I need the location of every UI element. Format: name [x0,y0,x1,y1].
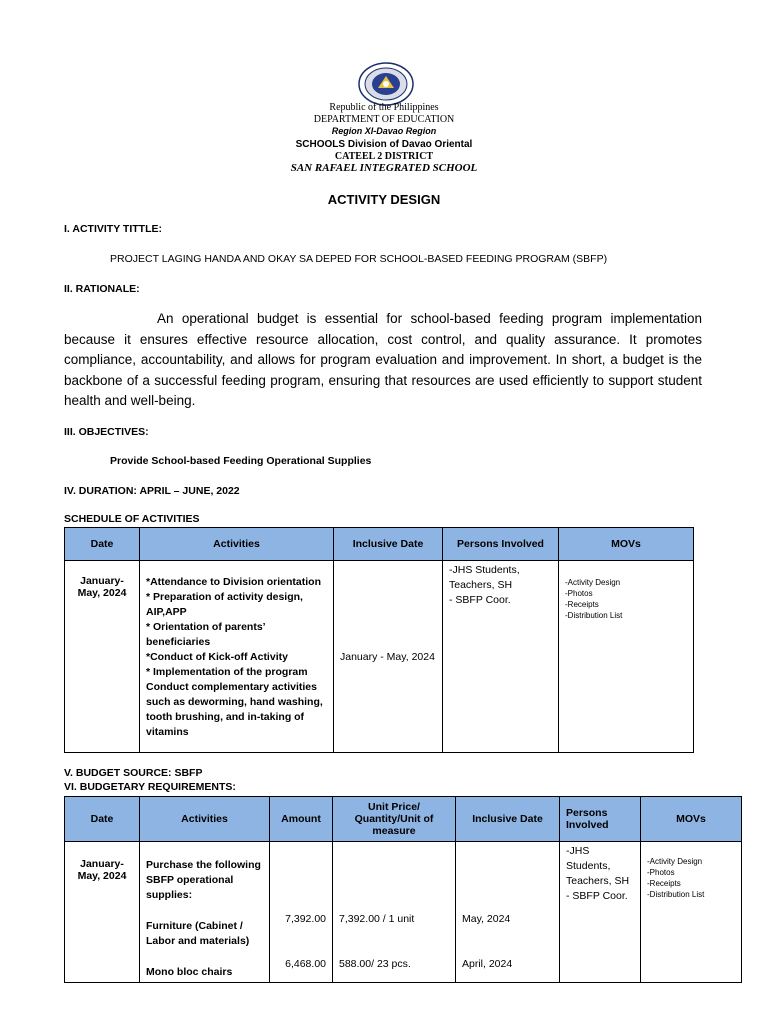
schedule-table [64,527,694,753]
schedule-persons [443,561,559,753]
budget-table [64,796,742,983]
schedule-mov-3: -Receipts [565,600,599,609]
budget-unit-2: 588.00/ 23 pcs. [339,958,411,970]
budget-person-2: - SBFP Coor. [566,890,628,902]
section-rationale: II. RATIONALE: [64,283,140,295]
schedule-header-inclusive-date: Inclusive Date [334,528,443,561]
schedule-movs [559,561,694,753]
budget-mov-3: -Receipts [647,879,681,888]
rationale-text: An operational budget is essential for school-based feeding program implementation because it ensures effective resource allocation, cost control, and quality assurance. It promotes compliance, accountability, and allows for program evaluation and improvement. In short, a budget is the backbone of a successful feeding program, ensuring that resources are used efficiently to support student health and well-being. [64,311,702,408]
budget-amounts [270,842,333,983]
schedule-activity-1: *Attendance to Division orientation [146,576,322,588]
budget-date: January-May, 2024 [65,842,140,983]
section-duration: IV. DURATION: APRIL – JUNE, 2022 [64,485,240,497]
budget-header-row [65,797,742,842]
schedule-person-2: - SBFP Coor. [449,594,511,606]
section-activity-title: I. ACTIVITY TITTLE: [64,223,162,235]
header-district: CATEEL 2 DISTRICT [334,151,434,162]
schedule-mov-2: -Photos [565,589,593,598]
header-region: Region XI-Davao Region [331,126,437,136]
schedule-mov-1: -Activity Design [565,578,621,587]
budget-header-movs: MOVs [641,797,742,842]
budget-header-unit-price: Unit Price/ Quantity/Unit of measure [333,797,456,842]
schedule-header-date: Date [65,528,140,561]
schedule-activity-3: * Orientation of parents’ beneficiaries [146,621,266,648]
budget-mov-4: -Distribution List [647,890,705,899]
schedule-mov-4: -Distribution List [565,611,623,620]
budget-persons [560,842,641,983]
header-department: DEPARTMENT OF EDUCATION [313,114,455,125]
budget-header-amount: Amount [270,797,333,842]
schedule-date: January-May, 2024 [65,561,140,753]
budget-header-date: Date [65,797,140,842]
budget-mov-1: -Activity Design [647,857,703,866]
budget-header-persons: Persons Involved [560,797,641,842]
budget-date-1: May, 2024 [462,913,511,925]
rationale-paragraph [64,309,702,412]
schedule-inclusive-date: January - May, 2024 [334,561,443,753]
budget-person-1: -JHS Students, Teachers, SH [566,845,630,887]
budget-movs [641,842,742,983]
budget-inclusive-dates [456,842,560,983]
objectives-text: Provide School-based Feeding Operational Supplies [110,455,372,467]
budget-amount-1: 7,392.00 [285,913,326,925]
header-school: SAN RAFAEL INTEGRATED SCHOOL [290,162,478,174]
budget-intro: Purchase the following SBFP operational supplies: [146,859,261,901]
schedule-activity-2: * Preparation of activity design, AIP,APP [146,591,303,618]
schedule-activity-4: *Conduct of Kick-off Activity [146,651,288,663]
schedule-header-row [65,528,694,561]
schedule-header-movs: MOVs [559,528,694,561]
budget-unit-1: 7,392.00 / 1 unit [339,913,415,925]
budget-mov-2: -Photos [647,868,675,877]
budget-header-inclusive-date: Inclusive Date [456,797,560,842]
budget-date-2: April, 2024 [462,958,513,970]
budget-amount-2: 6,468.00 [285,958,326,970]
deped-seal-icon [358,62,414,106]
schedule-header-activities: Activities [140,528,334,561]
budget-item-2: Mono bloc chairs [146,966,233,978]
section-objectives: III. OBJECTIVES: [64,426,149,438]
schedule-label: SCHEDULE OF ACTIVITIES [64,513,200,525]
activity-title-text: PROJECT LAGING HANDA AND OKAY SA DEPED FOR SCHOOL-BASED FEEDING PROGRAM (SBFP) [110,253,608,265]
schedule-row [65,561,694,753]
document-title: ACTIVITY DESIGN [327,192,441,207]
header-division: SCHOOLS Division of Davao Oriental [295,139,473,150]
budget-row [65,842,742,983]
budget-unit-prices [333,842,456,983]
schedule-person-1: -JHS Students, Teachers, SH [449,564,520,591]
budget-activities [140,842,270,983]
section-budget-source: V. BUDGET SOURCE: SBFP [64,767,203,779]
budget-item-1: Furniture (Cabinet / Labor and materials) [146,920,250,947]
budget-header-activities: Activities [140,797,270,842]
schedule-activity-5: * Implementation of the program Conduct complementary activities such as deworming, hand washing, tooth brushing, and in-taking of vitamins [146,666,323,738]
header-republic: Republic of the Philippines [329,102,439,113]
section-budgetary-requirements: VI. BUDGETARY REQUIREMENTS: [64,781,236,793]
schedule-activities [140,561,334,753]
schedule-header-persons: Persons Involved [443,528,559,561]
